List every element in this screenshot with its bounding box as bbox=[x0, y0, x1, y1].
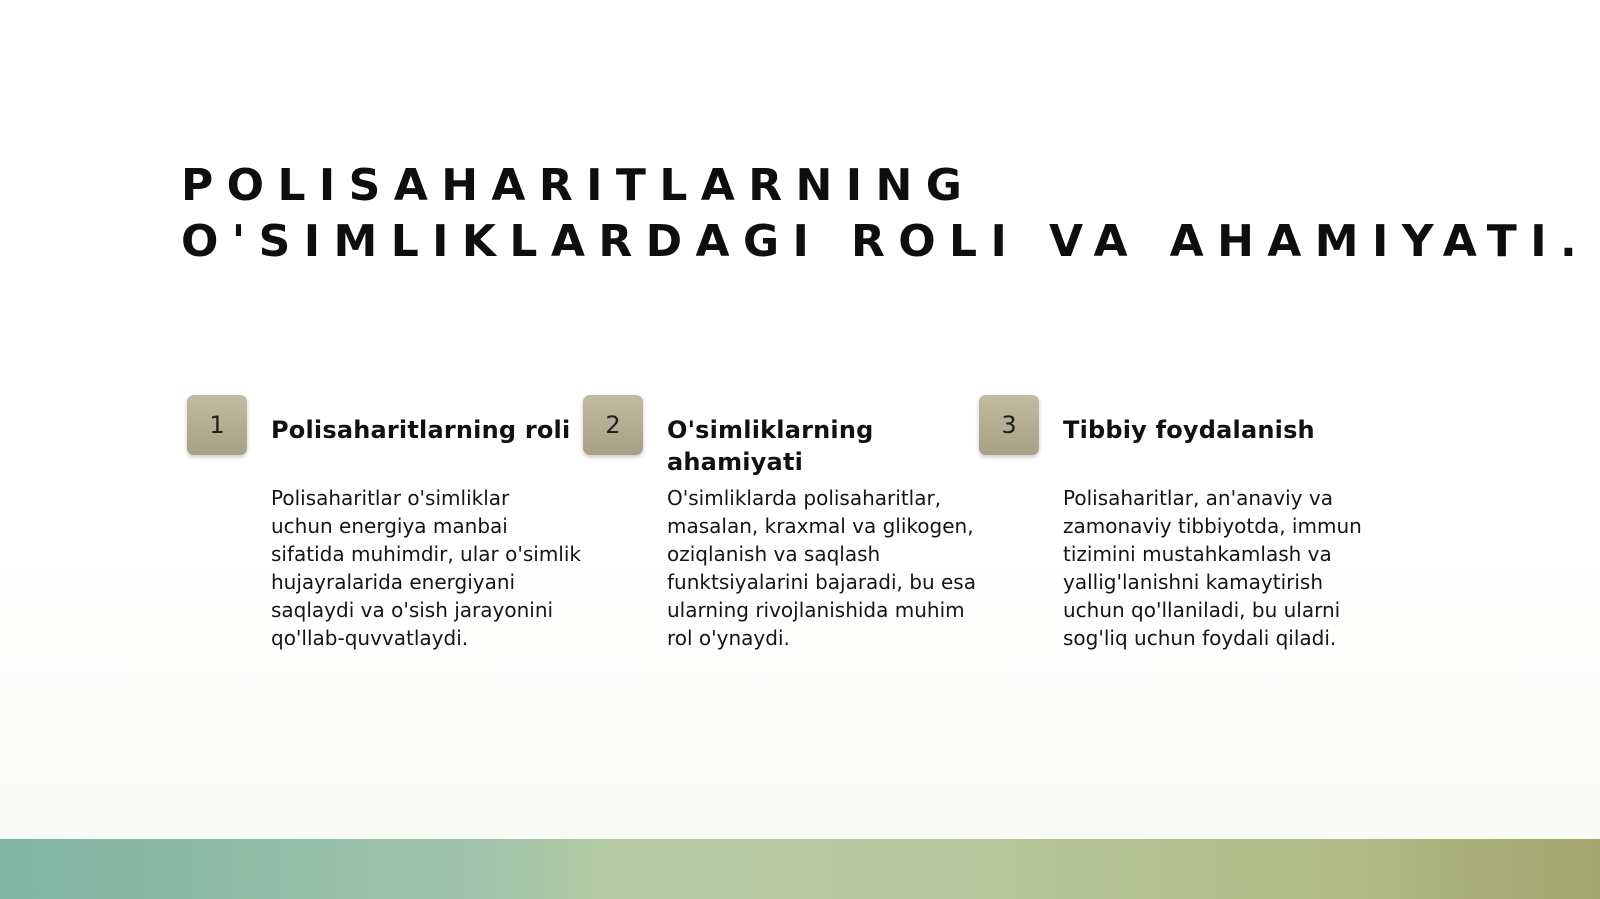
card-description-line: tizimini mustahkamlash va bbox=[1063, 542, 1332, 566]
feature-card-ahamiyati bbox=[577, 395, 976, 675]
card-description-line: zamonaviy tibbiyotda, immun bbox=[1063, 514, 1362, 538]
card-title: Tibbiy foydalanish bbox=[1063, 416, 1315, 444]
card-description-line: saqlaydi va o'sish jarayonini bbox=[271, 598, 554, 622]
card-description-line: O'simliklarda polisaharitlar, bbox=[667, 486, 942, 510]
card-description-line: hujayralarida energiyani bbox=[271, 570, 516, 594]
decorative-gradient-band bbox=[0, 839, 1600, 899]
number-badge: 2 bbox=[583, 395, 643, 455]
card-description bbox=[1063, 484, 1408, 652]
slide-title-line-2: O'SIMLIKLARDAGI ROLI VA AHAMIYATI. bbox=[181, 216, 1591, 267]
card-description-line: Polisaharitlar, an'anaviy va bbox=[1063, 486, 1333, 510]
card-description-line: oziqlanish va saqlash bbox=[667, 542, 881, 566]
feature-card-roli bbox=[181, 395, 581, 675]
card-description-line: funktsiyalarini bajaradi, bu esa bbox=[667, 570, 976, 594]
card-description-line: sifatida muhimdir, ular o'simlik bbox=[271, 542, 581, 566]
card-description bbox=[271, 484, 616, 652]
card-description-line: yallig'lanishni kamaytirish bbox=[1063, 570, 1324, 594]
card-description-line: qo'llab-quvvatlaydi. bbox=[271, 626, 469, 650]
card-description-line: rol o'ynaydi. bbox=[667, 626, 790, 650]
slide-title bbox=[181, 158, 1591, 270]
card-description-line: sog'liq uchun foydali qiladi. bbox=[1063, 626, 1337, 650]
card-description-line: Polisaharitlar o'simliklar bbox=[271, 486, 510, 510]
slide-title-line-1: POLISAHARITLARNING bbox=[181, 160, 976, 211]
feature-card-tibbiy bbox=[973, 395, 1363, 675]
card-description-line: uchun energiya manbai bbox=[271, 514, 508, 538]
card-title: O'simliklarning ahamiyati bbox=[667, 416, 874, 476]
card-description-line: ularning rivojlanishida muhim bbox=[667, 598, 965, 622]
card-description-line: masalan, kraxmal va glikogen, bbox=[667, 514, 974, 538]
number-badge: 1 bbox=[187, 395, 247, 455]
card-title: Polisaharitlarning roli bbox=[271, 416, 571, 444]
card-description bbox=[667, 484, 1012, 652]
card-description-line: uchun qo'llaniladi, bu ularni bbox=[1063, 598, 1341, 622]
number-badge: 3 bbox=[979, 395, 1039, 455]
